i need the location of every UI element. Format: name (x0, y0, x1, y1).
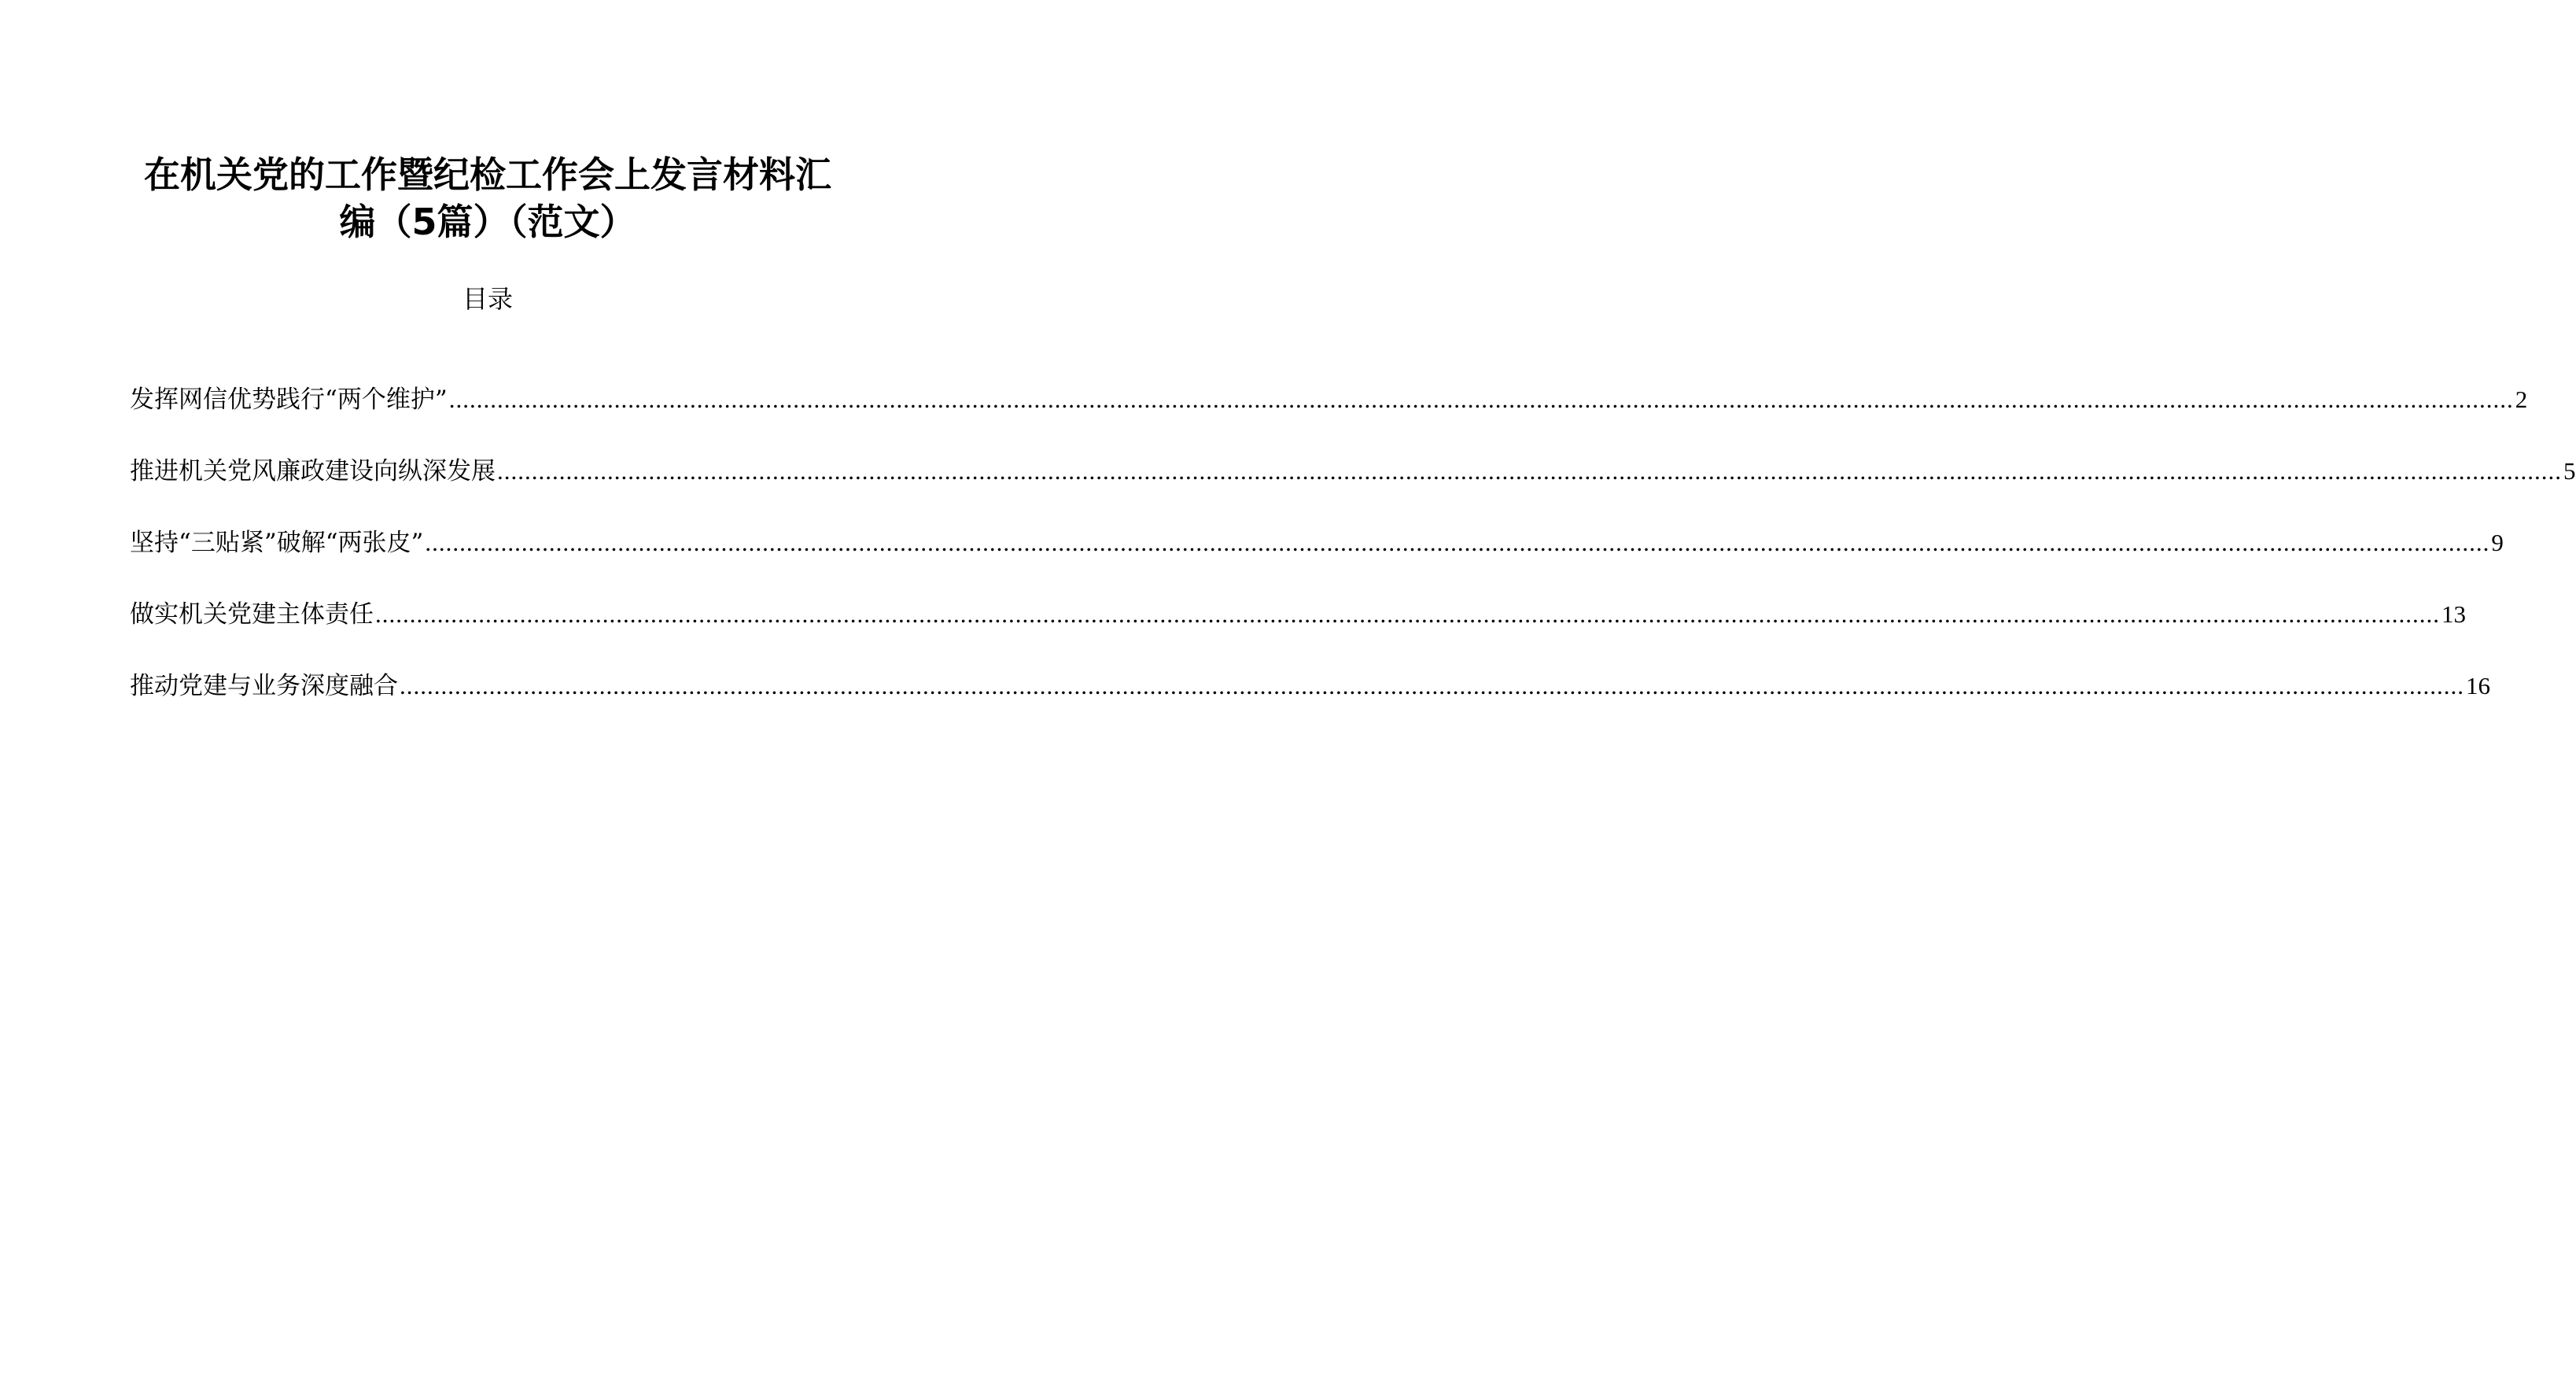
toc-leader-dots: ............................................................................................................................................................................................................................................................................................................ (497, 457, 2562, 485)
toc-entry-page: 13 (2441, 600, 2466, 628)
document-title (118, 151, 857, 245)
toc-entry-title: 做实机关党建主体责任 (130, 600, 374, 629)
toc-entry-title: 坚持“三贴紧”破解“两张皮” (130, 529, 424, 557)
document-title-line-1: 在机关党的工作暨纪检工作会上发言材料汇 (144, 153, 831, 196)
toc-entry-title: 推进机关党风廉政建设向纵深发展 (130, 457, 496, 485)
toc-entry[interactable] (130, 669, 2490, 740)
toc-entry-page: 2 (2515, 386, 2528, 413)
toc-entry[interactable] (130, 382, 2528, 454)
toc-entry[interactable] (130, 526, 2504, 597)
table-of-contents (130, 382, 2576, 740)
toc-leader-dots: ............................................................................................................................................................................................................................................................................................................ (448, 386, 2514, 413)
toc-entry-page: 16 (2466, 672, 2490, 699)
toc-entry[interactable] (130, 454, 2576, 526)
toc-leader-dots: ............................................................................................................................................................................................................................................................................................................ (400, 672, 2464, 699)
toc-leader-dots: ............................................................................................................................................................................................................................................................................................................ (375, 600, 2440, 628)
toc-entry-title: 推动党建与业务深度融合 (130, 672, 398, 700)
toc-entry-title: 发挥网信优势践行“两个维护” (130, 386, 448, 414)
toc-entry-page: 5 (2563, 457, 2576, 485)
toc-entry[interactable] (130, 597, 2466, 669)
document-title-line-2: 编（5篇）（范文） (339, 201, 636, 243)
toc-heading: 目录 (462, 284, 513, 314)
toc-leader-dots: ............................................................................................................................................................................................................................................................................................................ (425, 529, 2490, 556)
toc-entry-page: 9 (2491, 529, 2504, 556)
